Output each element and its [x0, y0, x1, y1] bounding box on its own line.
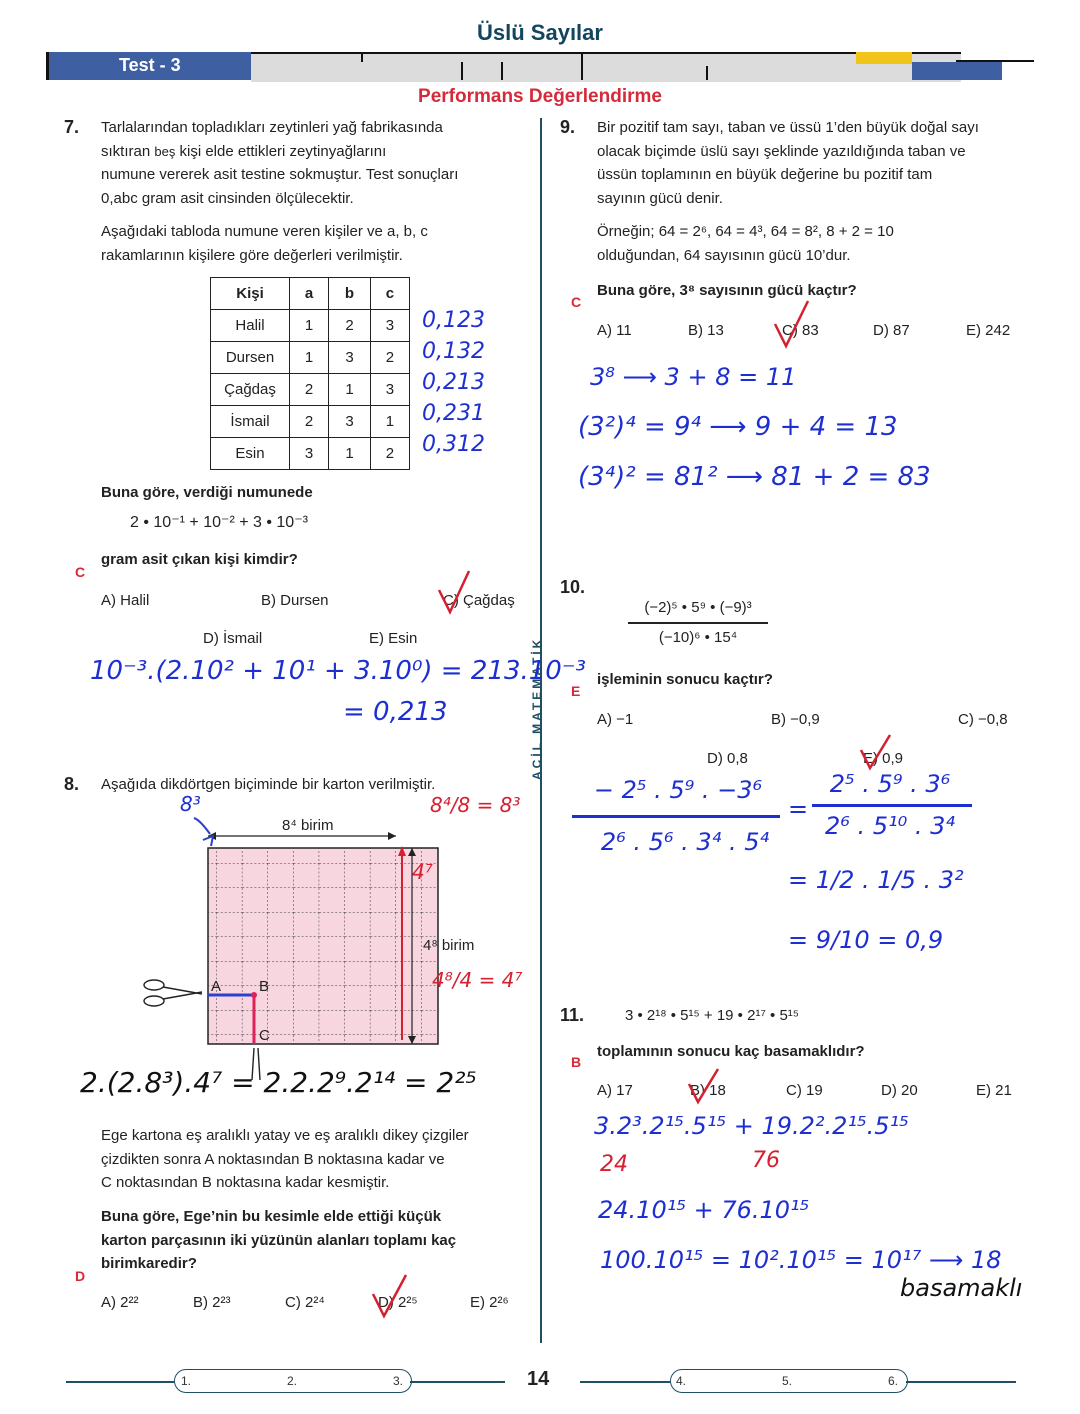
band-tick: [581, 52, 583, 80]
q7-line: rakamlarının kişilere göre değerleri verilmiştir.: [101, 246, 403, 264]
table-cell: 1: [329, 438, 371, 470]
q11-choice-e[interactable]: E) 21: [976, 1082, 1012, 1099]
q9-work-line1: 3⁸ ⟶ 3 + 8 = 11: [590, 363, 797, 391]
q7-choice-e[interactable]: E) Esin: [369, 630, 418, 647]
q10-work-bar: [572, 815, 780, 818]
q10-work-bar2: [812, 804, 972, 807]
q8-hw-47: 4⁷: [412, 860, 433, 884]
q10-work-line3: = 9/10 = 0,9: [788, 926, 944, 954]
hw-arrow: [194, 818, 210, 834]
scissors-icon: [144, 980, 202, 1006]
q10-work-eq: =: [788, 795, 809, 823]
header-yellow-accent: [856, 52, 912, 64]
q7-choice-a[interactable]: A) Halil: [101, 592, 150, 609]
q11-work-24: 24: [600, 1152, 628, 1177]
q8-point-b: B: [259, 978, 270, 995]
test-label-box: [46, 52, 254, 80]
q8-work: 2.(2.8³).4⁷ = 2.2.2⁹.2¹⁴ = 2²⁵: [80, 1066, 477, 1099]
q9-line: Bir pozitif tam sayı, taban ve üssü 1’den büyük doğal sayı: [597, 119, 979, 136]
q9-work-line2: (3²)⁴ = 9⁴ ⟶ 9 + 4 = 13: [578, 412, 898, 442]
q10-work-num2: 2⁵ . 5⁹ . 3⁶: [829, 770, 951, 798]
q8-choice-b[interactable]: B) 2²³: [193, 1294, 231, 1311]
q9-choice-e[interactable]: E) 242: [966, 322, 1011, 339]
q7-expression: 2 • 10⁻¹ + 10⁻² + 3 • 10⁻³: [130, 514, 308, 531]
q10-choice-e[interactable]: E) 0,9: [863, 750, 904, 767]
q7-table: [210, 277, 410, 470]
q11-check-mark: [686, 1066, 722, 1106]
table-cell: 3: [370, 374, 409, 406]
hw-value: 0,231: [422, 401, 485, 426]
q10-fraction-bar: [628, 622, 768, 624]
q8-stem2: [101, 1124, 469, 1195]
q11-choice-a[interactable]: A) 17: [597, 1082, 633, 1099]
q11-choice-b[interactable]: B) 18: [690, 1082, 726, 1099]
q8-height-label: 4⁸ birim: [423, 937, 475, 954]
band-tick: [361, 52, 363, 62]
q8-point-c: C: [259, 1027, 270, 1044]
q7-number: 7.: [64, 117, 80, 137]
footer-line: [410, 1381, 505, 1383]
q8-line: Ege kartona eş aralıklı yatay ve eş aralıklı dikey çizgiler: [101, 1127, 469, 1144]
table-cell: 1: [290, 342, 329, 374]
q10-work-den2: 2⁶ . 5¹⁰ . 3⁴: [824, 812, 956, 840]
q7-line: [101, 140, 521, 164]
q9-choice-c[interactable]: C) 83: [782, 322, 819, 339]
q8-q-line: karton parçasının iki yüzünün alanları toplamı kaç: [101, 1231, 457, 1249]
q8-hw-div8: 8⁴/8 = 8³: [430, 793, 521, 817]
q11-expression: 3 • 2¹⁸ • 5¹⁵ + 19 • 2¹⁷ • 5¹⁵: [625, 1007, 800, 1024]
q8-choice-e[interactable]: E) 2²⁶: [470, 1294, 509, 1311]
q7-question2: gram asit çıkan kişi kimdir?: [101, 551, 298, 568]
footer-line: [580, 1381, 670, 1383]
table-cell: 2: [370, 438, 409, 470]
footer-num: 6.: [888, 1374, 899, 1388]
q7-text: sıktıran: [101, 142, 151, 160]
q8-q-line: Buna göre, Ege’nin bu kesimle elde ettiği küçük: [101, 1208, 442, 1225]
q10-number: 10.: [560, 577, 586, 597]
hw-value: 0,213: [422, 370, 485, 395]
arrow-head-icon: [388, 832, 396, 840]
q11-work-line2: 24.10¹⁵ + 76.10¹⁵: [598, 1196, 810, 1224]
table-cell: 1: [290, 310, 329, 342]
q9-line: Örneğin; 64 = 2⁶, 64 = 4³, 64 = 8², 8 + 2 = 10: [597, 223, 894, 240]
q9-line: olduğundan, 64 sayısının gücü 10’dur.: [597, 246, 851, 264]
table-cell: 1: [370, 406, 409, 438]
table-header: Kişi: [211, 278, 290, 310]
q9-answer-key: C: [571, 294, 582, 310]
table-cell: 2: [290, 374, 329, 406]
q10-choice-c[interactable]: C) −0,8: [958, 711, 1008, 728]
hw-value: 0,312: [422, 432, 485, 457]
page-number: 14: [527, 1368, 550, 1390]
brand-logo: ACİL MATEMATİK: [530, 636, 544, 780]
test-label: Test - 3: [119, 55, 181, 75]
q9-number: 9.: [560, 117, 576, 137]
table-cell: 2: [290, 406, 329, 438]
q9-choice-b[interactable]: B) 13: [688, 322, 724, 339]
q8-choice-c[interactable]: C) 2²⁴: [285, 1294, 325, 1311]
header-gray-bar: [251, 52, 961, 82]
q7-text: kişi elde ettikleri zeytinyağlarını: [179, 142, 387, 160]
table-row: [211, 374, 410, 406]
q7-question1: Buna göre, verdiği numunede: [101, 484, 313, 501]
q7-choice-b[interactable]: B) Dursen: [261, 592, 329, 609]
q10-work-den: 2⁶ . 5⁶ . 3⁴ . 5⁴: [600, 828, 770, 856]
q11-work-line1: 3.2³.2¹⁵.5¹⁵ + 19.2².2¹⁵.5¹⁵: [594, 1112, 909, 1140]
q8-width-label: 8⁴ birim: [282, 817, 334, 834]
q7-check-mark: [436, 568, 472, 616]
band-tick: [706, 66, 708, 80]
hw-value: 0,123: [422, 308, 485, 333]
table-cell: 1: [329, 374, 371, 406]
table-cell: İsmail: [211, 406, 290, 438]
footer-num: 1.: [181, 1374, 192, 1388]
q8-line: çizdikten sonra A noktasından B noktasına kadar ve: [101, 1150, 445, 1168]
karton-grid: [208, 848, 438, 1044]
footer-line: [906, 1381, 1016, 1383]
q7-answer-key: C: [75, 564, 86, 580]
header-blue-accent: [912, 62, 1002, 80]
q10-answer-key: E: [571, 683, 581, 699]
section-subtitle: Performans Değerlendirme: [418, 86, 662, 107]
q7-line: Tarlalarından topladıkları zeytinleri yağ fabrikasında: [101, 119, 443, 136]
table-cell: 2: [370, 342, 409, 374]
footer-line: [66, 1381, 174, 1383]
table-header-row: [211, 278, 410, 310]
q7-line: 0,abc gram asit cinsinden ölçülecektir.: [101, 189, 354, 207]
q9-check-mark: [772, 298, 812, 350]
table-cell: Esin: [211, 438, 290, 470]
q10-numerator: (−2)⁵ • 5⁹ • (−9)³: [644, 599, 752, 616]
q10-check-mark: [858, 732, 894, 772]
q8-choice-a[interactable]: A) 2²²: [101, 1294, 139, 1311]
q11-question: toplamının sonucu kaç basamaklıdır?: [597, 1043, 865, 1060]
band-tick: [956, 60, 1034, 62]
footer-num: 5.: [782, 1374, 793, 1388]
table-cell: 2: [329, 310, 371, 342]
q7-choice-c[interactable]: C) Çağdaş: [443, 592, 515, 609]
q9-line: sayının gücü denir.: [597, 189, 723, 207]
q10-denominator: (−10)⁶ • 15⁴: [658, 629, 738, 646]
q11-choice-c[interactable]: C) 19: [786, 1082, 823, 1099]
q9-line: üssün toplamının en büyük değerine bu pozitif tam: [597, 166, 933, 183]
page-title: Üslü Sayılar: [477, 20, 603, 45]
q7-stem: [101, 116, 521, 267]
footer-num: 2.: [287, 1374, 298, 1388]
q11-answer-key: B: [571, 1054, 582, 1070]
table-cell: Çağdaş: [211, 374, 290, 406]
q7-work-line2: = 0,213: [343, 697, 448, 727]
q9-stem: [597, 116, 1027, 267]
q9-question: Buna göre, 3⁸ sayısının gücü kaçtır?: [597, 282, 857, 299]
q8-hw-div4: 4⁸/4 = 4⁷: [432, 968, 523, 992]
table-header: c: [370, 278, 409, 310]
q8-text: Aşağıda dikdörtgen biçiminde bir karton verilmiştir.: [101, 776, 436, 793]
q10-choice-a[interactable]: A) −1: [597, 711, 634, 728]
table-cell: 3: [329, 406, 371, 438]
q8-number: 8.: [64, 774, 80, 794]
footer-num: 4.: [676, 1374, 687, 1388]
q9-choice-a[interactable]: A) 11: [597, 322, 632, 339]
q11-choice-d[interactable]: D) 20: [881, 1082, 918, 1099]
table-row: [211, 438, 410, 470]
table-row: [211, 406, 410, 438]
table-header: a: [290, 278, 329, 310]
q8-q-line: birimkaredir?: [101, 1255, 197, 1272]
point-b-dot: [251, 992, 257, 998]
q11-number: 11.: [560, 1005, 585, 1025]
q9-choice-d[interactable]: D) 87: [873, 322, 910, 339]
q9-work-line3: (3⁴)² = 81² ⟶ 81 + 2 = 83: [578, 462, 931, 492]
hw-arrow-head-icon: [203, 836, 213, 846]
q8-check-mark: [370, 1272, 410, 1320]
band-tick: [461, 62, 463, 80]
q8-hw-83: 8³: [180, 792, 201, 816]
table-row: [211, 342, 410, 374]
q8-choice-d[interactable]: D) 2²⁵: [378, 1294, 418, 1311]
q11-work-line4: basamaklı: [900, 1274, 1023, 1302]
q7-choice-d[interactable]: D) İsmail: [203, 630, 263, 647]
q9-line: olacak biçimde üslü sayı şeklinde yazıldığında taban ve: [597, 142, 966, 160]
table-cell: Dursen: [211, 342, 290, 374]
table-cell: 3: [370, 310, 409, 342]
band-tick: [501, 62, 503, 80]
footer-num: 3.: [393, 1374, 404, 1388]
q7-line: Aşağıdaki tabloda numune veren kişiler ve a, b, c: [101, 223, 428, 240]
q10-work-line2: = 1/2 . 1/5 . 3²: [788, 866, 964, 894]
q10-work-num: − 2⁵ . 5⁹ . −3⁶: [593, 776, 763, 804]
q8-point-a: A: [211, 978, 222, 995]
q8-question: [101, 1205, 456, 1276]
q10-choice-b[interactable]: B) −0,9: [771, 711, 820, 728]
header-band: [46, 52, 1034, 80]
q11-work-76: 76: [752, 1148, 780, 1173]
q7-handwritten-values: [422, 305, 485, 460]
q8-line: C noktasından B noktasına kadar kesmiştir.: [101, 1174, 390, 1191]
hw-value: 0,132: [422, 339, 485, 364]
q8-answer-key: D: [75, 1268, 86, 1284]
q10-question: işleminin sonucu kaçtır?: [597, 671, 773, 688]
table-cell: Halil: [211, 310, 290, 342]
table-cell: 3: [290, 438, 329, 470]
table-row: [211, 310, 410, 342]
q11-work-line3: 100.10¹⁵ = 10².10¹⁵ = 10¹⁷ ⟶ 18: [600, 1246, 1002, 1274]
q7-work-line1: 10⁻³.(2.10² + 10¹ + 3.10⁰) = 213.10⁻³: [90, 656, 586, 686]
q10-choice-d[interactable]: D) 0,8: [707, 750, 748, 767]
table-cell: 3: [329, 342, 371, 374]
table-header: b: [329, 278, 371, 310]
q7-line: numune vererek asit testine sokmuştur. Test sonuçları: [101, 166, 459, 183]
q7-hand-word: beş: [154, 143, 176, 159]
